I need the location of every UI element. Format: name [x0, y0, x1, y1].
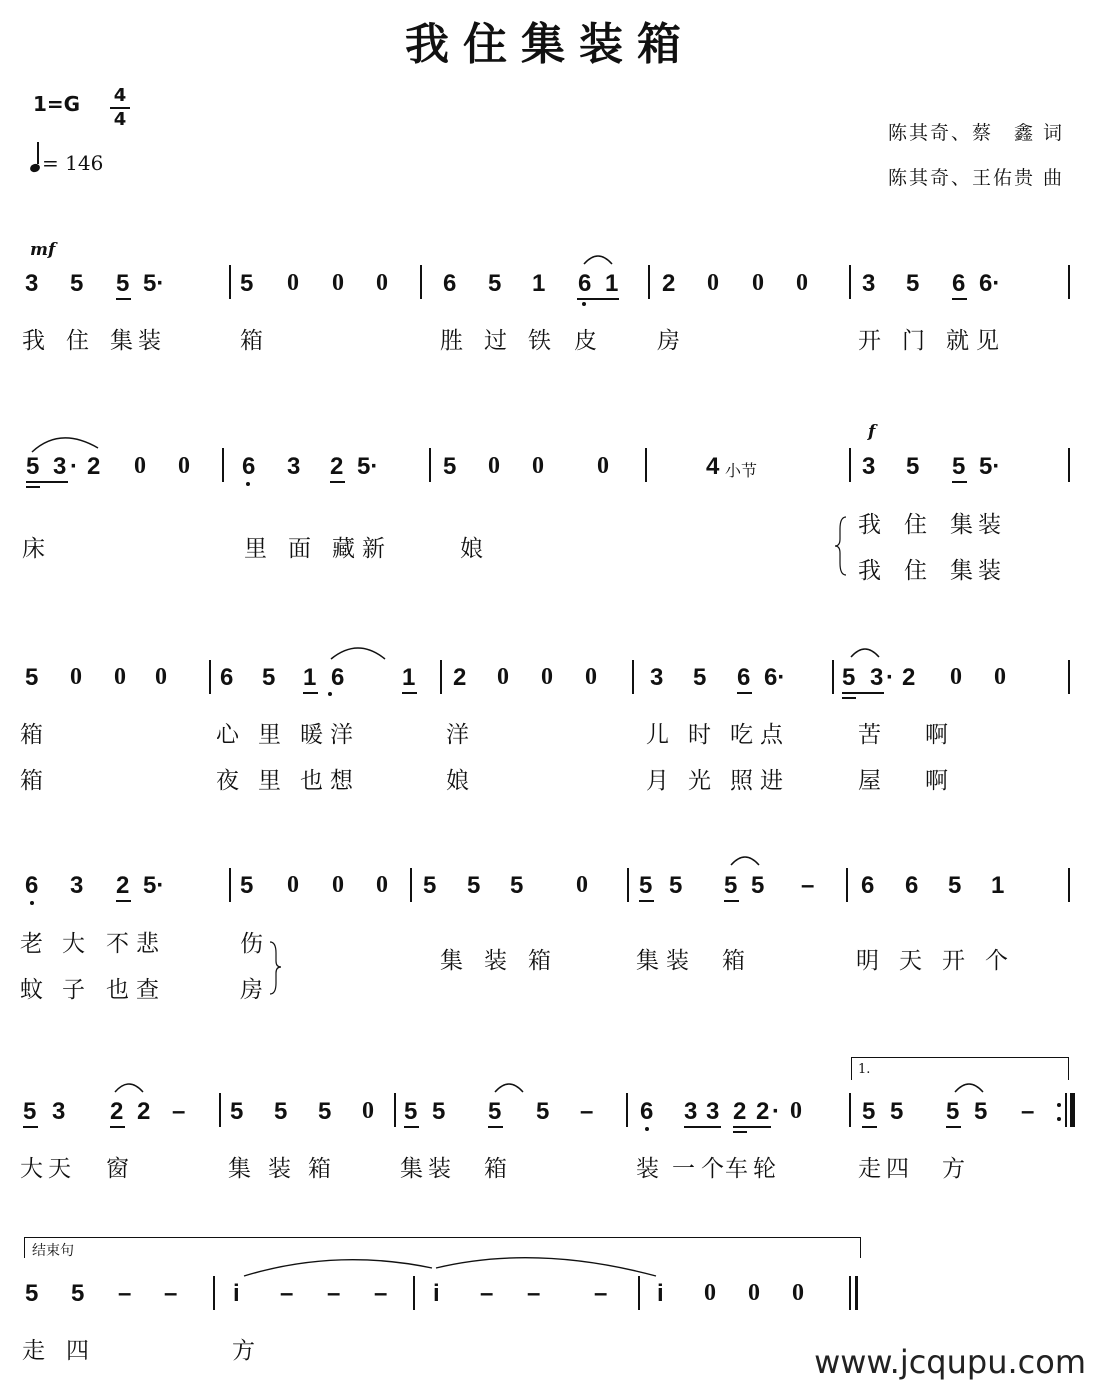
lyric: 装: [428, 1156, 451, 1182]
lyric: 装: [666, 948, 689, 974]
dynamic-f: f: [868, 422, 876, 442]
note-dot: ·: [772, 1098, 780, 1125]
note: 2: [330, 453, 344, 480]
repeat-dot: [1057, 1117, 1061, 1121]
note: 0: [585, 664, 597, 690]
lyric: 新: [362, 536, 385, 562]
note: 0: [332, 872, 344, 898]
note: 3: [862, 270, 876, 297]
note: 5: [71, 1280, 85, 1307]
final-barline-thin: [849, 1276, 851, 1310]
note: 5: [230, 1098, 244, 1125]
barline: [645, 448, 647, 482]
barline: [219, 1093, 221, 1127]
verse-brace: [834, 515, 848, 577]
barline: [229, 868, 231, 902]
note: 2: [110, 1098, 124, 1125]
note-dash: –: [527, 1280, 541, 1307]
lyric: 房: [657, 328, 680, 354]
note: 0: [752, 270, 764, 296]
lyric-v1: 时: [688, 722, 711, 748]
barline: [627, 868, 629, 902]
note: 5: [318, 1098, 332, 1125]
note: 5: [906, 453, 920, 480]
note: 0: [597, 453, 609, 479]
note: 0: [376, 270, 388, 296]
barline: [1068, 265, 1070, 299]
barline: [832, 660, 834, 694]
note: 2: [137, 1098, 151, 1125]
lyric-v2: 想: [330, 768, 353, 794]
note: 6·: [979, 270, 1001, 297]
lyric-v1: 啊: [925, 722, 948, 748]
note-dash: –: [118, 1280, 132, 1307]
watermark: www.jcqupu.com: [814, 1343, 1086, 1381]
lyric-v2: 光: [688, 768, 711, 794]
note-dash: –: [172, 1098, 186, 1125]
note: 0: [287, 872, 299, 898]
note: 5: [262, 664, 276, 691]
lyric: 开: [858, 328, 881, 354]
lyric-v1: 伤: [240, 931, 263, 957]
note: 0: [488, 453, 500, 479]
note: 6: [737, 664, 751, 691]
note: 2: [756, 1098, 770, 1125]
barline: [413, 1276, 415, 1310]
lyric-v2: 查: [136, 977, 159, 1003]
note: 0: [497, 664, 509, 690]
barline: [1068, 448, 1070, 482]
note: 0: [178, 453, 190, 479]
note: 0: [950, 664, 962, 690]
lyric-v2: 里: [258, 768, 281, 794]
lyric-v1: 集: [950, 512, 973, 538]
lyric: 箱: [308, 1156, 331, 1182]
lyric: 我: [22, 328, 45, 354]
note: 6: [861, 872, 875, 899]
lyric: 个: [985, 948, 1008, 974]
lyric-v1: 洋: [446, 722, 469, 748]
barline: [1068, 868, 1070, 902]
tie-arcs: [236, 1250, 656, 1280]
barline: [429, 448, 431, 482]
note: 0: [376, 872, 388, 898]
repeat-dot: [1057, 1103, 1061, 1107]
note: 5: [443, 453, 457, 480]
lyric: 装: [268, 1156, 291, 1182]
note: 1: [991, 872, 1005, 899]
lyric-v1: 不: [106, 931, 129, 957]
note: 5: [906, 270, 920, 297]
barline: [1068, 660, 1070, 694]
note: 0: [287, 270, 299, 296]
lyric-v1: 暖: [300, 722, 323, 748]
note: 5: [25, 664, 39, 691]
note: 0: [790, 1098, 802, 1124]
lyric: 天: [48, 1156, 71, 1182]
note: 5: [693, 664, 707, 691]
lyric-v1: 苦: [858, 722, 881, 748]
note: 3: [684, 1098, 698, 1125]
barline: [846, 868, 848, 902]
lyric-v2: 进: [760, 768, 783, 794]
barline: [626, 1093, 628, 1127]
lyric-v2: 也: [300, 768, 323, 794]
note: 0: [576, 872, 588, 898]
note: 6: [242, 453, 256, 480]
note: 5: [467, 872, 481, 899]
note-dash: –: [280, 1280, 294, 1307]
barline: [213, 1276, 215, 1310]
lyric-v2: 啊: [925, 768, 948, 794]
lyric: 胜: [440, 328, 463, 354]
tempo-marking: = 146: [30, 148, 103, 175]
note: 0: [532, 453, 544, 479]
note-dash: –: [480, 1280, 494, 1307]
note: 2: [902, 664, 916, 691]
note: 3: [862, 453, 876, 480]
note: 5: [25, 1280, 39, 1307]
lyric: 见: [976, 328, 999, 354]
note: 2: [662, 270, 676, 297]
lyricist-credit: 陈其奇、蔡 鑫 词: [887, 122, 1064, 144]
note: 5: [240, 270, 254, 297]
lyric: 娘: [460, 536, 483, 562]
note-dash: –: [164, 1280, 178, 1307]
final-barline-thick: [855, 1276, 858, 1310]
barline: [849, 265, 851, 299]
lyric-v2: 住: [904, 558, 927, 584]
barline: [440, 660, 442, 694]
lyric: 就: [946, 328, 969, 354]
barline: [638, 1276, 640, 1310]
note: 1: [303, 664, 317, 691]
barline: [394, 1093, 396, 1127]
lyric: 箱: [240, 328, 263, 354]
lyric-v1: 悲: [136, 931, 159, 957]
lyric: 走: [22, 1338, 45, 1364]
lyric-v1: 住: [904, 512, 927, 538]
note: 6: [640, 1098, 654, 1125]
note: 2: [733, 1098, 747, 1125]
dynamic-mf: mf: [30, 240, 56, 260]
lyric: 走: [858, 1156, 881, 1182]
note: 5: [510, 872, 524, 899]
lyric-v2: 夜: [216, 768, 239, 794]
note-dash: –: [801, 872, 815, 899]
interlude-count: 4: [706, 453, 720, 480]
lyric: 装: [138, 328, 161, 354]
composer-credit: 陈其奇、王佑贵 曲: [887, 167, 1064, 189]
note: 5: [423, 872, 437, 899]
note: 0: [134, 453, 146, 479]
note: 5: [404, 1098, 418, 1125]
lyric-v1: 大: [62, 931, 85, 957]
note: 5·: [143, 270, 165, 297]
note: 5: [751, 872, 765, 899]
lyric: 窗: [106, 1156, 129, 1182]
lyric-v2: 娘: [446, 768, 469, 794]
lyric: 集: [440, 948, 463, 974]
barline: [222, 448, 224, 482]
barline: [632, 660, 634, 694]
note: 0: [796, 270, 808, 296]
song-title: 我住集装箱: [405, 19, 695, 70]
note: 5·: [357, 453, 379, 480]
lyric-v2: 也: [106, 977, 129, 1003]
note: 0: [707, 270, 719, 296]
note-high: i: [657, 1280, 664, 1307]
lyric-v2: 箱: [20, 768, 43, 794]
lyric: 四: [886, 1156, 909, 1182]
lyric: 集: [228, 1156, 251, 1182]
note: 5: [70, 270, 84, 297]
lyric-v1: 儿: [646, 722, 669, 748]
volta-bracket: [851, 1057, 1069, 1080]
note-dash: –: [1021, 1098, 1035, 1125]
note: 5: [639, 872, 653, 899]
lyric-v2: 屋: [858, 768, 881, 794]
note: 5·: [143, 872, 165, 899]
note: 6: [25, 872, 39, 899]
note: 0: [748, 1280, 760, 1306]
lyric: 大: [20, 1156, 43, 1182]
lyric: 明: [856, 948, 879, 974]
note: 5: [23, 1098, 37, 1125]
note: 0: [70, 664, 82, 690]
note: 6: [578, 270, 592, 297]
note-dash: –: [327, 1280, 341, 1307]
volta-label: 1.: [858, 1062, 871, 1077]
note: 0: [541, 664, 553, 690]
lyric-v2: 集: [950, 558, 973, 584]
note: 5: [274, 1098, 288, 1125]
note: 5: [948, 872, 962, 899]
lyric: 床: [22, 536, 45, 562]
note-dot: ·: [886, 664, 894, 691]
lyric: 方: [232, 1338, 255, 1364]
lyric: 箱: [484, 1156, 507, 1182]
repeat-barline-thick: [1070, 1093, 1075, 1127]
lyric: 装: [636, 1156, 659, 1182]
note: 6: [331, 664, 345, 691]
note: 5: [432, 1098, 446, 1125]
lyric: 皮: [574, 328, 597, 354]
lyric: 门: [902, 328, 925, 354]
lyric: 一个: [672, 1156, 730, 1182]
lyric-v2: 月: [646, 768, 669, 794]
lyric: 天: [899, 948, 922, 974]
note: 5: [536, 1098, 550, 1125]
note: 3: [52, 1098, 66, 1125]
barline: [849, 448, 851, 482]
note: 1: [532, 270, 546, 297]
note: 6: [952, 270, 966, 297]
note: 5: [488, 1098, 502, 1125]
lyric-v1: 箱: [20, 722, 43, 748]
note: 3: [870, 664, 884, 691]
lyric-v1: 里: [258, 722, 281, 748]
note: 2: [116, 872, 130, 899]
barline: [420, 265, 422, 299]
note-dash: –: [374, 1280, 388, 1307]
lyric: 铁: [528, 328, 551, 354]
lyric-v1: 洋: [330, 722, 353, 748]
lyric: 方: [942, 1156, 965, 1182]
note: 3: [287, 453, 301, 480]
lyric: 开: [942, 948, 965, 974]
note: 6: [443, 270, 457, 297]
note: 3: [70, 872, 84, 899]
lyric-v2: 蚊: [20, 977, 43, 1003]
repeat-barline-thin: [1065, 1093, 1067, 1127]
lyric: 集: [636, 948, 659, 974]
note-dash: –: [580, 1098, 594, 1125]
lyric-v2: 我: [858, 558, 881, 584]
note: 5: [946, 1098, 960, 1125]
lyric-v2: 照: [730, 768, 753, 794]
lyric: 车: [725, 1156, 748, 1182]
lyric: 里: [244, 536, 267, 562]
lyric: 藏: [332, 536, 355, 562]
note: 3: [53, 453, 67, 480]
lyric-v1: 点: [760, 722, 783, 748]
note: 6·: [764, 664, 786, 691]
note: 5·: [979, 453, 1001, 480]
note: 3: [25, 270, 39, 297]
note: 0: [994, 664, 1006, 690]
barline: [849, 1093, 851, 1127]
note: 5: [862, 1098, 876, 1125]
note-high: i: [233, 1280, 240, 1307]
barline: [410, 868, 412, 902]
lyric: 过: [484, 328, 507, 354]
note: 2: [87, 453, 101, 480]
note: 3: [706, 1098, 720, 1125]
lyric-v2: 装: [978, 558, 1001, 584]
note-dot: ·: [70, 453, 78, 480]
lyric: 集: [110, 328, 133, 354]
note: 5: [26, 453, 40, 480]
time-signature: 4 4: [110, 86, 130, 130]
lyric: 住: [66, 328, 89, 354]
lyric-v1: 吃: [730, 722, 753, 748]
lyric-v2: 房: [240, 977, 263, 1003]
lyric: 四: [66, 1338, 89, 1364]
barline: [209, 660, 211, 694]
lyric: 箱: [528, 948, 551, 974]
lyric: 面: [288, 536, 311, 562]
note: 5: [842, 664, 856, 691]
note: 5: [669, 872, 683, 899]
lyric-v1: 装: [978, 512, 1001, 538]
note: 5: [240, 872, 254, 899]
lyric: 集: [400, 1156, 423, 1182]
barline: [648, 265, 650, 299]
note: 1: [605, 270, 619, 297]
note-high: i: [433, 1280, 440, 1307]
note: 5: [952, 453, 966, 480]
note: 1: [402, 664, 416, 691]
note: 5: [488, 270, 502, 297]
lyric-v1: 我: [858, 512, 881, 538]
lyric-v1: 老: [20, 931, 43, 957]
lyric: 箱: [722, 948, 745, 974]
note: 0: [362, 1098, 374, 1124]
lyric-v1: 心: [216, 722, 239, 748]
quarter-note-icon: [29, 163, 41, 174]
note: 3: [650, 664, 664, 691]
key-signature: 1=G: [33, 92, 81, 116]
note: 6: [220, 664, 234, 691]
note: 0: [114, 664, 126, 690]
lyric-v2: 子: [62, 977, 85, 1003]
note: 0: [792, 1280, 804, 1306]
note: 5: [890, 1098, 904, 1125]
note: 5: [116, 270, 130, 297]
interlude-label: 小节: [725, 461, 758, 480]
note: 5: [724, 872, 738, 899]
note: 2: [453, 664, 467, 691]
verse-brace-close: [268, 940, 282, 996]
note: 0: [155, 664, 167, 690]
lyric: 装: [484, 948, 507, 974]
note: 0: [332, 270, 344, 296]
lyric: 轮: [753, 1156, 776, 1182]
note: 0: [704, 1280, 716, 1306]
note: 5: [974, 1098, 988, 1125]
note-dash: –: [594, 1280, 608, 1307]
ending-label: 结束句: [32, 1243, 74, 1259]
barline: [229, 265, 231, 299]
note: 6: [905, 872, 919, 899]
